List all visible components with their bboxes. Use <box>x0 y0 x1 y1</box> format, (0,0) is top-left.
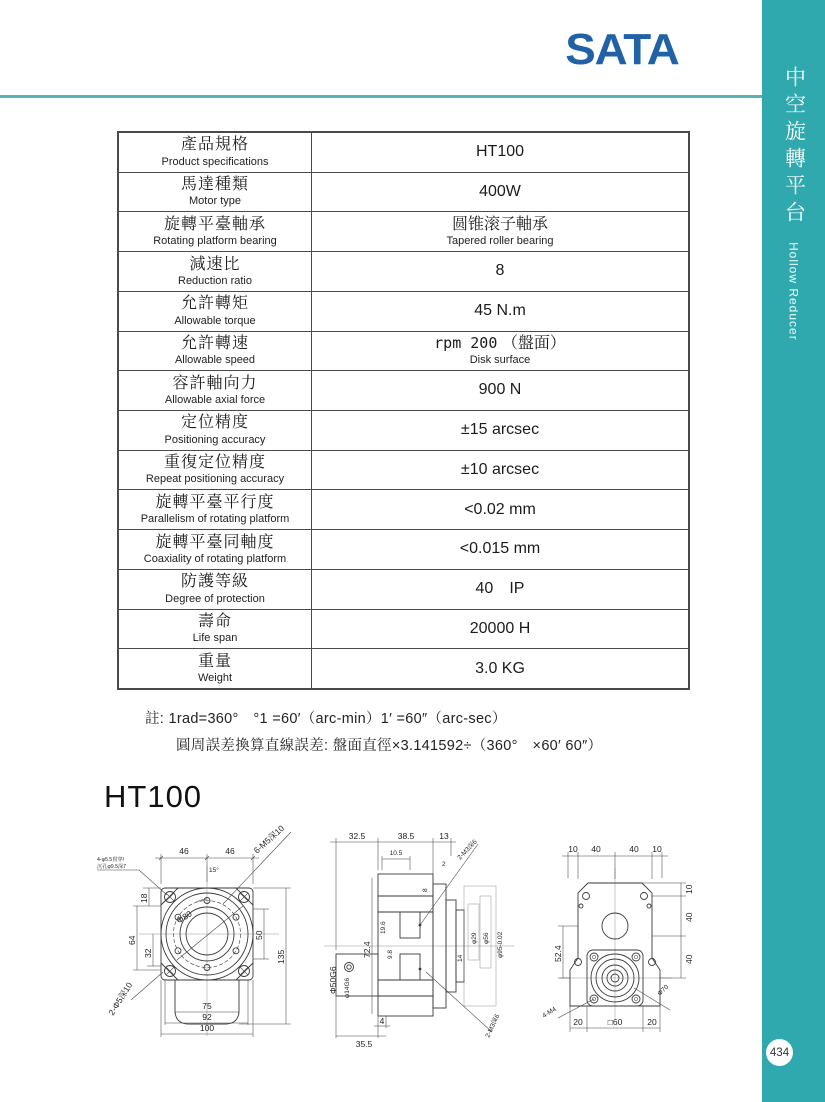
spec-label <box>119 530 312 569</box>
spec-label-en: Motor type <box>189 195 241 208</box>
spec-label-en: Repeat positioning accuracy <box>145 473 285 486</box>
dim-13: 13 <box>439 831 449 841</box>
table-row <box>119 133 688 173</box>
spec-value <box>312 133 688 172</box>
sidebar-titles <box>762 66 825 341</box>
dim-14: 14 <box>457 954 464 962</box>
spec-label <box>119 212 312 251</box>
spec-label <box>119 610 312 649</box>
dim-50: 50 <box>254 930 264 940</box>
sidebar-title-cn: 中空旋轉平台 <box>782 66 806 228</box>
spec-label-en: Allowable torque <box>174 314 256 327</box>
spec-label-en: Allowable axial force <box>164 394 266 407</box>
spec-value-text: rpm 200 <box>434 333 498 352</box>
spec-value <box>312 451 688 490</box>
spec-value <box>312 252 688 291</box>
drawing-side-view <box>316 826 518 1052</box>
spec-value-text: 20000 H <box>469 619 531 637</box>
spec-label <box>119 490 312 529</box>
spec-label <box>119 133 312 172</box>
dim-dia-14g6: φ14G6 <box>344 977 351 998</box>
dim-75: 75 <box>202 1001 212 1011</box>
page-number-badge: 434 <box>766 1039 793 1066</box>
dim-4: 4 <box>379 1016 385 1026</box>
spec-label-cn: 重復定位精度 <box>163 454 266 472</box>
spec-label-cn: 定位精度 <box>180 414 249 432</box>
note-line-2: 圓周誤差換算直線誤差: 盤面直徑×3.141592÷（360° ×60′ 60″） <box>176 738 603 754</box>
sidebar-title-en: Hollow Reducer <box>786 242 801 341</box>
dim-dia-70: Φ70 <box>656 983 671 998</box>
spec-label-cn: 產品規格 <box>180 136 249 154</box>
dim-right-10: 10 <box>684 884 694 894</box>
dim-top-10b: 10 <box>652 844 662 854</box>
table-row <box>119 530 688 570</box>
dim-9-8: 9.8 <box>387 949 394 959</box>
spec-value <box>312 411 688 450</box>
dim-right-40b: 40 <box>684 954 694 964</box>
spec-label-cn: 重量 <box>197 652 232 670</box>
dim-top-40b: 40 <box>629 844 639 854</box>
spec-label-en: Coaxiality of rotating platform <box>143 552 287 565</box>
spec-table <box>117 131 690 690</box>
dim-8: 8 <box>422 888 429 892</box>
dim-64: 64 <box>127 935 137 945</box>
spec-label <box>119 570 312 609</box>
dim-135: 135 <box>276 949 286 964</box>
drawing-rear-view <box>540 838 726 1040</box>
spec-value-text: 900 N <box>478 381 522 399</box>
table-row <box>119 490 688 530</box>
dim-bottom-20b: 20 <box>647 1017 657 1027</box>
spec-value-text: ±15 arcsec <box>460 421 540 439</box>
dim-top-40a: 40 <box>591 844 601 854</box>
spec-label-en: Degree of protection <box>165 592 265 605</box>
table-row <box>119 451 688 491</box>
spec-value-text: 圆锥滚子軸承 <box>451 215 548 233</box>
spec-value <box>312 371 688 410</box>
spec-label <box>119 649 312 688</box>
spec-value <box>312 490 688 529</box>
spec-label-cn: 旋轉平臺平行度 <box>155 493 275 511</box>
spec-value-text: 8 <box>495 262 505 280</box>
dim-52-4: 52.4 <box>553 945 563 962</box>
label-tap-6m5: 6-M5深10 <box>251 823 287 856</box>
spec-label-en: Life span <box>192 632 238 645</box>
spec-label-en: Reduction ratio <box>178 274 252 287</box>
dim-dia-95: φ95-0.02 <box>497 931 504 958</box>
dim-92: 92 <box>202 1012 212 1022</box>
dim-32-5: 32.5 <box>348 831 366 841</box>
dim-35-5: 35.5 <box>355 1039 373 1049</box>
table-row <box>119 212 688 252</box>
label-tap-4m4: 4-M4 <box>541 1005 558 1020</box>
label-hole-note-1: 4-φ5.5貫穿/ <box>97 857 125 863</box>
rear-dimensions <box>541 844 694 1032</box>
table-row <box>119 252 688 292</box>
spec-label-cn: 旋轉平臺同軸度 <box>155 533 275 551</box>
dim-dia-56: φ56 <box>483 932 490 944</box>
spec-label-cn: 允許轉速 <box>180 334 249 352</box>
dim-38-5: 38.5 <box>397 831 415 841</box>
spec-value-sub: Tapered roller bearing <box>446 235 554 248</box>
spec-label <box>119 252 312 291</box>
spec-value-text: <0.02 mm <box>464 500 536 518</box>
spec-label-en: Product specifications <box>161 155 269 168</box>
spec-value <box>312 530 688 569</box>
spec-value-text: 45 N.m <box>474 302 526 320</box>
spec-label-cn: 壽命 <box>197 612 232 630</box>
spec-value <box>312 332 688 371</box>
sata-logo: SATA <box>565 25 679 74</box>
spec-value-text: ±10 arcsec <box>460 460 540 478</box>
drawing-front-view <box>95 812 307 1050</box>
spec-value-text: <0.015 mm <box>459 540 541 558</box>
dim-19-6: 19.6 <box>380 921 387 934</box>
spec-value-text: HT100 <box>475 143 525 161</box>
table-row <box>119 332 688 372</box>
dim-top-10a: 10 <box>568 844 578 854</box>
model-title: HT100 <box>104 779 203 814</box>
notes <box>145 706 602 760</box>
spec-value-text: 40 IP <box>475 580 525 598</box>
spec-label-en: Allowable speed <box>174 354 256 367</box>
spec-label-en: Rotating platform bearing <box>153 235 277 248</box>
dim-10-5: 10.5 <box>389 850 403 857</box>
spec-label-cn: 旋轉平臺軸承 <box>163 215 266 233</box>
dim-dia-80: Φ80 <box>174 908 194 926</box>
spec-label-en: Weight <box>197 672 233 685</box>
spec-label <box>119 371 312 410</box>
dim-angle-15: 15° <box>209 867 219 874</box>
dim-18: 18 <box>139 893 149 903</box>
spec-value <box>312 292 688 331</box>
spec-value <box>312 610 688 649</box>
spec-value-sub: Disk surface <box>469 354 531 367</box>
spec-value <box>312 649 688 688</box>
table-row <box>119 292 688 332</box>
front-dimensions <box>97 823 291 1037</box>
label-hole-note-2: 沉孔φ9.5深7 <box>97 864 127 870</box>
dim-2: 2 <box>442 861 446 868</box>
spec-value <box>312 212 688 251</box>
dim-dia-50g6: Φ50G6 <box>328 966 338 994</box>
dim-right-40a: 40 <box>684 912 694 922</box>
dim-dia-29: φ29 <box>471 932 478 944</box>
spec-label-en: Positioning accuracy <box>164 433 266 446</box>
spec-value-paren: （盤面） <box>501 334 566 352</box>
dim-bottom-60: □60 <box>607 1017 623 1027</box>
dim-32: 32 <box>143 948 153 958</box>
table-row <box>119 610 688 650</box>
spec-label-cn: 容許軸向力 <box>172 374 258 392</box>
spec-label <box>119 173 312 212</box>
table-row <box>119 371 688 411</box>
table-row <box>119 570 688 610</box>
spec-value <box>312 173 688 212</box>
dim-46-right: 46 <box>225 846 235 856</box>
spec-value-text: 3.0 KG <box>475 659 525 677</box>
note-line-1: 註: 1rad=360° °1 =60′（arc-min）1′ =60″（arc-sec） <box>145 711 507 727</box>
header-rule <box>0 95 763 98</box>
table-row <box>119 173 688 213</box>
label-pin-2phi5: 2-Φ5深10 <box>106 980 135 1018</box>
spec-label <box>119 292 312 331</box>
spec-label-en: Parallelism of rotating platform <box>140 513 290 526</box>
spec-label-cn: 馬達種類 <box>180 176 249 194</box>
spec-label <box>119 451 312 490</box>
table-row <box>119 649 688 688</box>
table-row <box>119 411 688 451</box>
spec-label-cn: 防護等級 <box>180 573 249 591</box>
spec-label-cn: 減速比 <box>189 255 241 273</box>
side-body <box>336 874 496 1016</box>
spec-label-cn: 允許轉矩 <box>180 295 249 313</box>
spec-value-text: 400W <box>479 182 521 200</box>
spec-label <box>119 332 312 371</box>
spec-value <box>312 570 688 609</box>
spec-label <box>119 411 312 450</box>
dim-100: 100 <box>199 1023 215 1033</box>
label-tap-bottom: 2-M3深6 <box>484 1013 502 1039</box>
dim-46-left: 46 <box>179 846 189 856</box>
sidebar <box>762 0 825 1102</box>
dim-72-4: 72.4 <box>362 941 372 958</box>
label-tap-top: 2-M3深6 <box>456 838 479 862</box>
dim-bottom-20a: 20 <box>573 1017 583 1027</box>
